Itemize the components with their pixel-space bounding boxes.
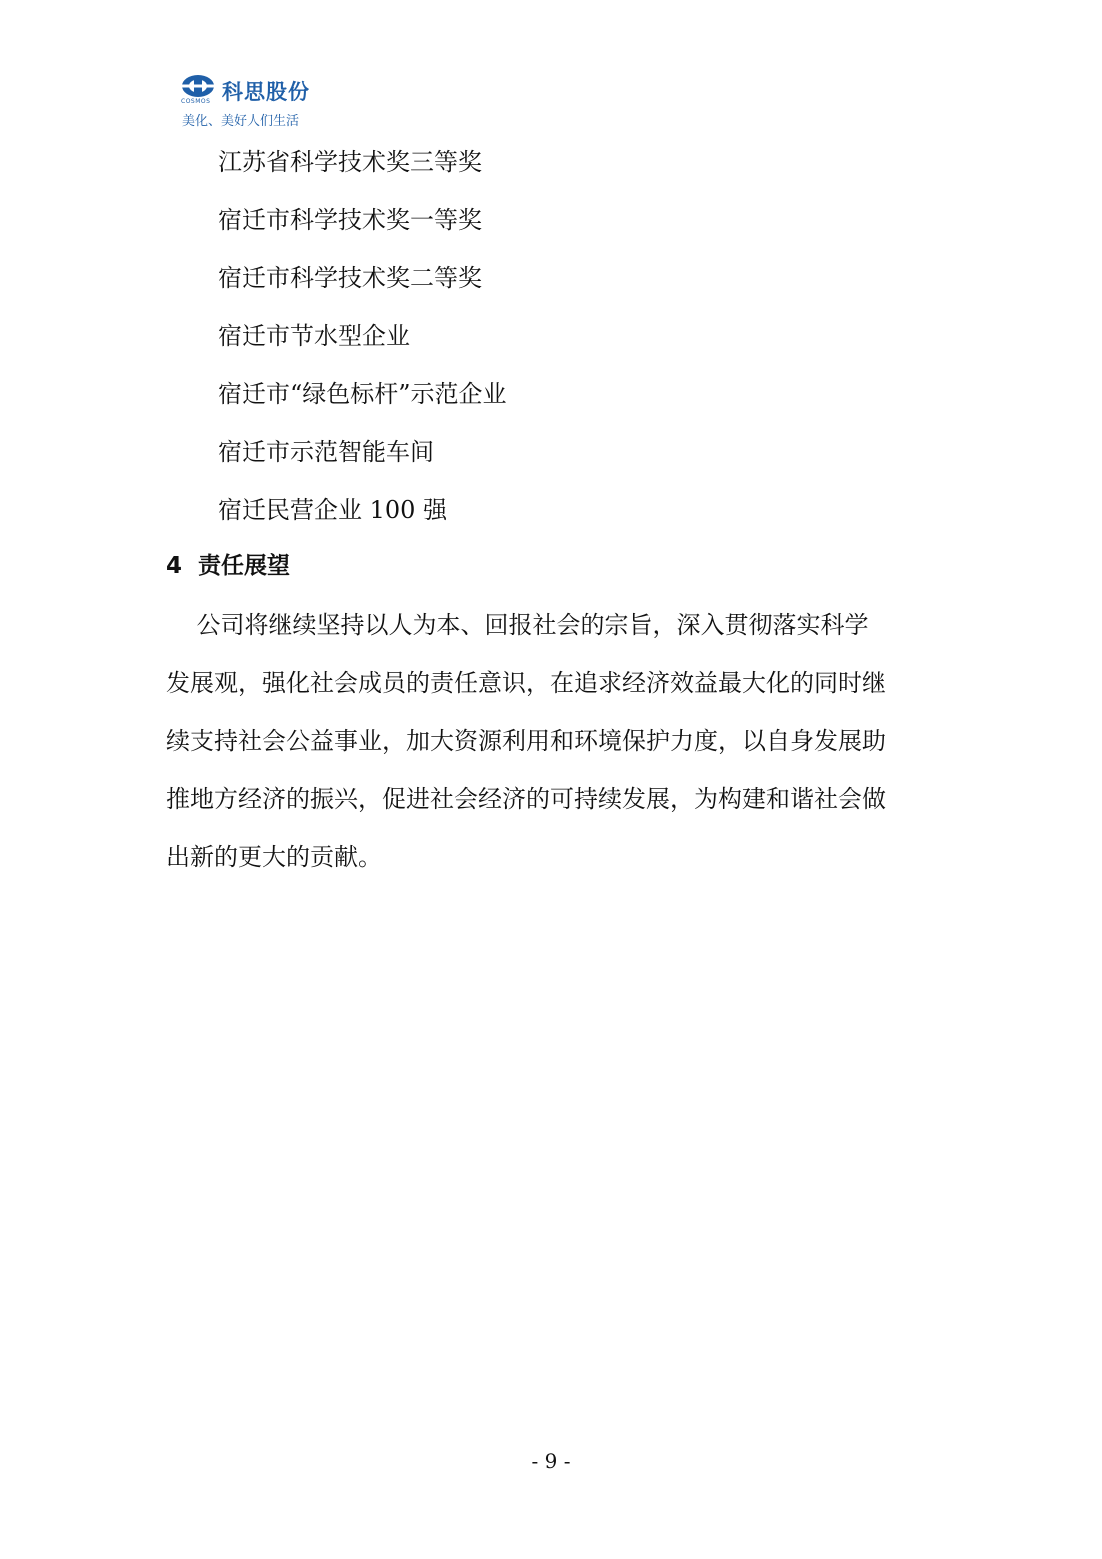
award-item: 江苏省科学技术奖三等奖	[218, 148, 482, 176]
paragraph-line: 推地方经济的振兴，促进社会经济的可持续发展，为构建和谐社会做	[166, 785, 886, 813]
paragraph-line: 发展观，强化社会成员的责任意识，在追求经济效益最大化的同时继	[166, 669, 886, 697]
section-heading: 4 责任展望	[166, 553, 291, 579]
logo-slogan: 美化、美好人们生活	[182, 114, 300, 129]
award-item: 宿迁市科学技术奖二等奖	[218, 264, 482, 292]
logo-company-name: 科思股份	[222, 80, 310, 104]
page-number: - 9 -	[531, 1449, 571, 1473]
paragraph-line: 续支持社会公益事业，加大资源利用和环境保护力度，以自身发展助	[166, 727, 886, 755]
award-item: 宿迁市“绿色标杆”示范企业	[218, 380, 507, 408]
award-item: 宿迁民营企业 100 强	[218, 496, 448, 524]
award-item: 宿迁市示范智能车间	[218, 438, 434, 466]
logo-english-name: COSMOS	[181, 98, 211, 105]
paragraph-line: 公司将继续坚持以人为本、回报社会的宗旨，深入贯彻落实科学	[166, 611, 869, 639]
paragraph-line: 出新的更大的贡献。	[166, 843, 382, 871]
award-item: 宿迁市科学技术奖一等奖	[218, 206, 482, 234]
award-item: 宿迁市节水型企业	[218, 322, 410, 350]
company-logo	[178, 72, 338, 132]
